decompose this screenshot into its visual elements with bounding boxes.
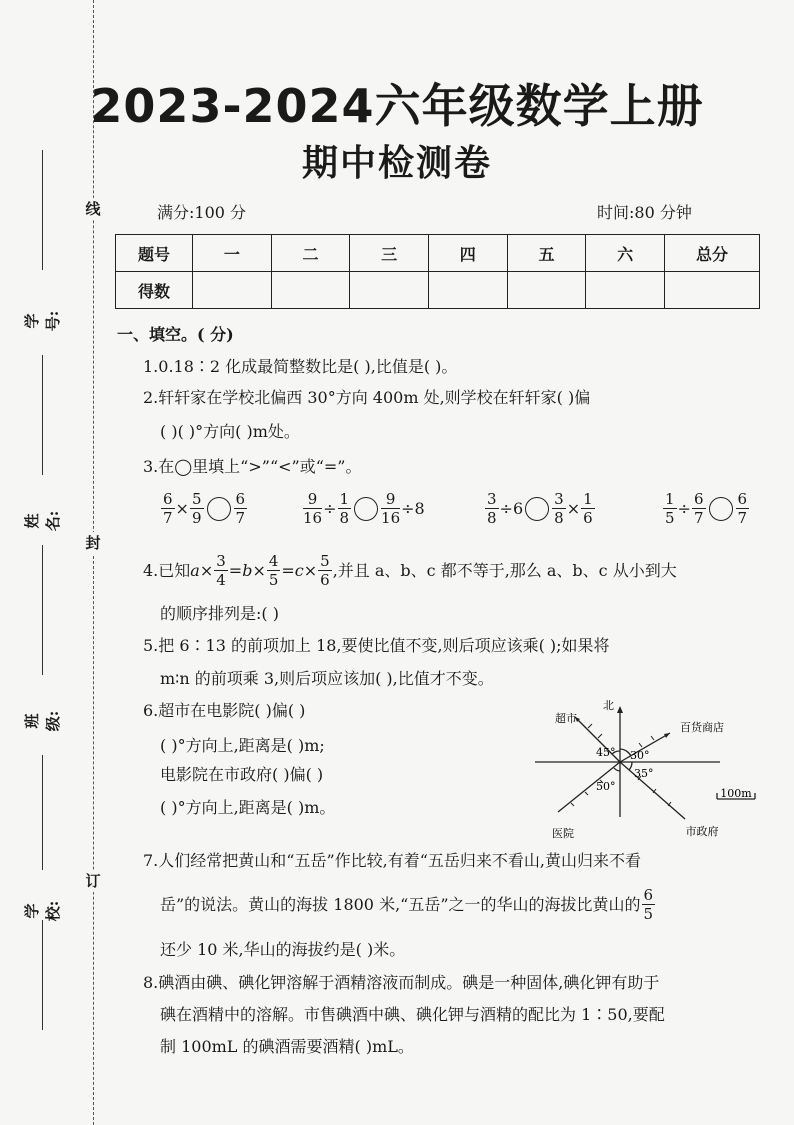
q4-middle: ,并且 a、b、c 都不等于,那么 a、b、c 从小到大 bbox=[332, 560, 677, 580]
question-8-line2: 碘在酒精中的溶解。市售碘酒中碘、碘化钾与酒精的配比为 1∶50,要配 bbox=[160, 1005, 665, 1024]
school-label: 学校: bbox=[23, 900, 62, 922]
label-hospital: 医院 bbox=[552, 827, 574, 839]
fraction: $\frac{1}{5}$ bbox=[665, 490, 675, 527]
operator: × bbox=[175, 499, 189, 518]
table-cell: 二 bbox=[271, 235, 350, 272]
class-label: 班级: bbox=[23, 710, 62, 732]
fraction: $\frac{6}{7}$ bbox=[235, 490, 246, 527]
fraction: $\frac{3}{8}$ bbox=[554, 490, 564, 527]
table-cell: 题号 bbox=[116, 235, 193, 272]
angle-30: 30° bbox=[630, 749, 650, 762]
question-6-line1: 6.超市在电影院( )偏( ) bbox=[143, 701, 306, 720]
fraction: $\frac{5}{9}$ bbox=[191, 490, 202, 527]
question-7-line1: 7.人们经常把黄山和“五岳”作比较,有着“五岳归来不看山,黄山归来不看 bbox=[143, 851, 641, 870]
score-input-cell[interactable] bbox=[350, 272, 429, 309]
question-1: 1.0.18∶2 化成最简整数比是( ),比值是( )。 bbox=[143, 357, 458, 376]
compare-circle[interactable] bbox=[207, 497, 231, 521]
score-input-cell[interactable] bbox=[271, 272, 350, 309]
question-6-line3: 电影院在市政府( )偏( ) bbox=[160, 765, 324, 784]
name-label: 姓名: bbox=[23, 510, 62, 532]
exam-subtitle: 期中检测卷 bbox=[301, 142, 492, 184]
fraction: $\frac{9}{16}$ bbox=[381, 490, 401, 527]
question-2-line2: ( )( )°方向( )m处。 bbox=[160, 422, 300, 441]
operator: ÷6 bbox=[499, 499, 524, 518]
compare-item bbox=[302, 490, 425, 527]
label-supermarket: 超市 bbox=[555, 712, 577, 725]
name-line[interactable] bbox=[42, 355, 43, 475]
question-5-line1: 5.把 6∶13 的前项加上 18,要使比值不变,则后项应该乘( );如果将 bbox=[143, 636, 610, 655]
bind-char-xian: 线 bbox=[82, 198, 104, 220]
operator: ÷ bbox=[323, 499, 337, 518]
label-gov: 市政府 bbox=[685, 825, 719, 838]
question-7-line2 bbox=[160, 886, 790, 923]
exam-title: 2023-2024六年级数学上册 bbox=[90, 79, 704, 133]
compare-circle[interactable] bbox=[354, 497, 378, 521]
question-5-line2: m∶n 的前项乘 3,则后项应该加( ),比值才不变。 bbox=[160, 669, 494, 688]
table-cell: 得数 bbox=[116, 272, 193, 309]
operator: ÷ bbox=[677, 499, 691, 518]
fraction: $\frac{5}{6}$ bbox=[320, 552, 330, 589]
question-8-line3: 制 100mL 的碘酒需要酒精( )mL。 bbox=[160, 1037, 414, 1056]
direction-diagram bbox=[530, 697, 770, 839]
fraction: $\frac{6}{7}$ bbox=[693, 490, 704, 527]
angle-35: 35° bbox=[634, 767, 654, 780]
score-input-cell[interactable] bbox=[507, 272, 586, 309]
fraction: $\frac{6}{7}$ bbox=[163, 490, 173, 527]
score-table-score-row bbox=[116, 272, 760, 309]
full-score: 满分:100 分 bbox=[157, 203, 247, 222]
score-table-header-row bbox=[116, 235, 760, 272]
fraction: $\frac{3}{8}$ bbox=[487, 490, 497, 527]
label-scale: 100m bbox=[720, 787, 752, 800]
compare-circle[interactable] bbox=[709, 497, 733, 521]
student-id-label: 学号: bbox=[23, 310, 62, 332]
section-title: 一、填空。( 分) bbox=[117, 325, 234, 344]
angle-45: 45° bbox=[596, 746, 616, 759]
fraction: $\frac{1}{6}$ bbox=[583, 490, 593, 527]
question-4-line2: 的顺序排列是:( ) bbox=[160, 604, 279, 623]
question-8-line1: 8.碘酒由碘、碘化钾溶解于酒精溶液而制成。碘是一种固体,碘化钾有助于 bbox=[143, 973, 660, 992]
question-3-line1: 3.在◯里填上“>”“<”或“=”。 bbox=[143, 457, 362, 476]
compare-item: $\frac{3}{8}$ ÷6 $\frac{3}{8}$ × $\frac{1}{6}$ bbox=[487, 490, 593, 527]
q7-line2-text: 岳”的说法。黄山的海拔 1800 米,“五岳”之一的华山的海拔比黄山的 bbox=[160, 894, 641, 914]
fraction: $\frac{4}{5}$ bbox=[268, 552, 279, 589]
question-6-line4: ( )°方向上,距离是( )m。 bbox=[160, 798, 336, 817]
table-cell: 三 bbox=[350, 235, 429, 272]
table-cell: 五 bbox=[507, 235, 586, 272]
compare-item bbox=[662, 490, 750, 527]
school-line-lower[interactable] bbox=[42, 920, 43, 1030]
score-table bbox=[115, 234, 760, 309]
school-line[interactable] bbox=[42, 755, 43, 870]
class-line[interactable] bbox=[42, 545, 43, 675]
operator: ÷8 bbox=[401, 499, 425, 518]
compare-item bbox=[160, 490, 248, 527]
compare-circle[interactable] bbox=[525, 497, 549, 521]
label-north: 北 bbox=[603, 699, 614, 712]
table-cell: 四 bbox=[428, 235, 507, 272]
table-cell: 总分 bbox=[665, 235, 760, 272]
fraction: $\frac{3}{4}$ bbox=[216, 552, 226, 589]
table-cell: 一 bbox=[193, 235, 272, 272]
label-store: 百货商店 bbox=[680, 721, 724, 734]
question-7-line3: 还少 10 米,华山的海拔约是( )米。 bbox=[160, 940, 406, 959]
score-input-cell[interactable] bbox=[665, 272, 760, 309]
question-2-line1: 2.轩轩家在学校北偏西 30°方向 400m 处,则学校在轩轩家( )偏 bbox=[143, 388, 591, 407]
score-input-cell[interactable] bbox=[428, 272, 507, 309]
bind-char-feng: 封 bbox=[82, 532, 104, 554]
score-input-cell[interactable] bbox=[193, 272, 272, 309]
score-input-cell[interactable] bbox=[586, 272, 665, 309]
table-cell: 六 bbox=[586, 235, 665, 272]
exam-time: 时间:80 分钟 bbox=[597, 203, 692, 222]
fraction: $\frac{1}{8}$ bbox=[339, 490, 350, 527]
bind-char-ding: 订 bbox=[82, 870, 104, 892]
fraction: $\frac{6}{7}$ bbox=[737, 490, 748, 527]
fraction: $\frac{9}{16}$ bbox=[303, 490, 323, 527]
fraction: $\frac{6}{5}$ bbox=[643, 886, 654, 923]
question-4-line1: 4.已知 a × $\frac{3}{4}$ = b × $\frac{4}{5}$ = c × $\frac{5}{6}$ ,并且 a、b、c 都不等于,那么 a、b、c 从小到大 bbox=[143, 552, 677, 589]
question-6-line2: ( )°方向上,距离是( )m; bbox=[160, 736, 325, 755]
angle-50: 50° bbox=[596, 780, 616, 793]
q4-prefix: 4.已知 bbox=[143, 560, 191, 580]
